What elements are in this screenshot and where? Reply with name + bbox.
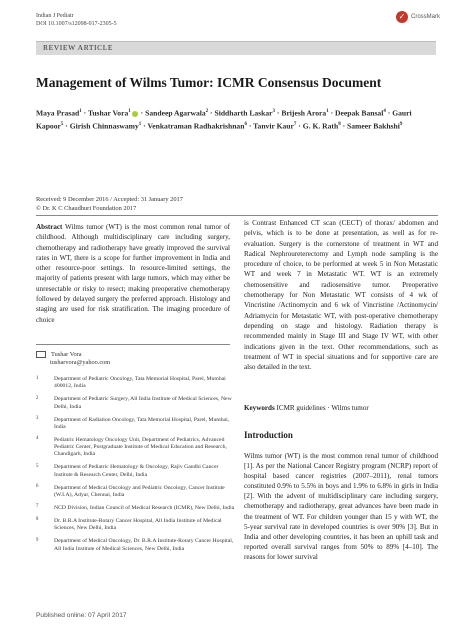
author-affiliation-number: 1 [138,121,142,127]
corr-name: Tushar Vora [51,351,82,358]
affiliation [36,505,236,512]
affiliation-number: 1 [36,375,39,381]
divider [36,344,230,345]
author[interactable]: Deepak Bansal [335,108,384,118]
affiliation-number: 8 [36,517,39,523]
doi[interactable]: DOI 10.1007/s12098-017-2305-5 [36,21,117,27]
author[interactable]: Sameer Bakhshi [347,121,400,131]
divider [36,215,438,216]
affiliation [36,485,236,500]
introduction-text: Wilms tumor (WT) is the most common renal tumor of childhood [1]. As per the National Cancer Registry program (NCRP) report of hospital based cancer registries (2007–2011), renal tumors constituted 0.9% to 5.5% in boys and 1.9% to 6.8% in girls in India [2]. With the advent of multidisciplinary care including surgery, chemotherapy and radiotherapy, great advances have been made in the treatment of WT. For children younger than 15 y with WT, the 5-year survival rate in developed countries is over 90% [3]. But in India and other developing countries, it has been an uphill task and reported overall survival ranges from 50% to 89% [4–10]. The reasons for lower survival [244,452,438,561]
abstract-right: is Contrast Enhanced CT scan (CECT) of thorax/ abdomen and pelvis, which is to be done at presentation, as well as for re-evaluation. Surgery is the cornerstone of treatment in WT and Radical Nephroureterectomy and Lymph node sampling is the procedure of choice, to be performed at week 5 in Non Metastatic WT and week 7 in Metastatic WT. WT is an extremely chemosensitive and radiosensitive tumor. Preoperative chemotherapy for Non Metastatic WT consists of 4 wk of Vincristine /Actinomycin and 6 wk of Vincristine /Actinomycin/ Adriamycin for Metastatic WT, with post-operative chemotherapy depending on stage and histology. Radiation therapy is recommended mainly in Stage III and Stage IV WT, with other indications given in the text. Other recommendations, such as treatment of WT in special situations and for supportive care are also detailed in the text. [244,219,438,372]
abstract-text-left: Wilms tumor (WT) is the most common renal tumor of childhood. Although multidisciplinary care including surgery, chemotherapy and radiotherapy have greatly improved the survival rates in WT, there is a scope for further improvement in India and other resource-poor settings. In resource-limited settings, the majority of patients present with large tumors, which may either be unresectable or risky to resect; making preoperative chemotherapy followed by delayed surgery the preferred approach. Histology and staging are used for risk stratification. The imaging procedure of choice [36,223,230,324]
author[interactable]: Sandeep Agarwala [145,108,206,118]
affiliation [36,396,236,411]
author[interactable]: Tushar Vora [87,108,129,118]
abstract-left [36,222,230,325]
affiliation-list [36,376,236,559]
author-affiliation-number: 1 [79,109,82,114]
article-dates [36,196,183,213]
affiliation-text: Department of Medical Oncology, Dr. B.R.A Institute-Rotary Cancer Hospital, All India Institute of Medical Sciences, New Delhi, India [54,538,234,552]
affiliation-number: 7 [36,504,39,510]
crossmark-icon: ✓ [396,11,408,23]
author[interactable]: Venkatraman Radhakrishnan [147,121,245,131]
affiliation-number: 3 [36,416,39,422]
affiliation-text: Dr. B.R.A Institute-Rotary Cancer Hospital, All India Institute of Medical Sciences, New Delhi, India [54,517,222,532]
author[interactable]: Tanvir Kaur [253,121,294,131]
affiliation-number: 2 [36,395,39,401]
affiliation-text: Department of Radiation Oncology, Tata Memorial Hospital, Parel, Mumbai, India [54,416,230,430]
envelope-icon [36,351,46,358]
author[interactable]: Siddharth Laskar [214,108,273,118]
author-affiliation-number: 6 [244,121,247,127]
affiliation-number: 4 [36,436,39,442]
affiliation-text: Department of Medical Oncology and Pediatric Oncology, Cancer Institute (W.I.A), Adyar, Chennai, India [54,484,225,498]
author[interactable]: Maya Prasad [36,108,80,118]
keywords-text: ICMR guidelines · Wilms tumor [276,404,369,412]
article-type-band [36,41,436,55]
footer: Published online: 07 April 2017 [36,612,127,619]
affiliation-number: 5 [36,463,39,469]
received-accepted: Received: 9 December 2016 / Accepted: 31 January 2017 [36,196,183,203]
author-affiliation-number: 3 [272,109,276,114]
keywords [244,404,369,412]
author-affiliation-number: 1 [326,109,329,114]
author-affiliation-number: 4 [383,109,386,114]
correspondence [36,351,110,367]
affiliation-number: 6 [36,484,39,490]
author-affiliation-number: 5 [60,121,64,127]
affiliation [36,376,236,391]
affiliation [36,538,236,553]
section-heading: Introduction [244,430,293,440]
author[interactable]: Brijesh Arora [281,108,327,118]
affiliation-text: Pediatric Hematology Oncology Unit, Department of Pediatrics, Advanced Pediatric Center, Postgraduate Institute of Medical Education and Research, Chandigarh, India [54,436,227,458]
keywords-label: Keywords [244,404,275,412]
affiliation-text: NCD Division, Indian Council of Medical Research (ICMR), New Delhi, India [54,504,235,511]
crossmark-logo[interactable] [396,11,440,23]
journal-header [36,12,117,28]
author-affiliation-number: 9 [399,121,403,127]
author-affiliation-number: 8 [338,121,341,127]
author-affiliation-number: 7 [293,121,297,127]
affiliation-number: 9 [36,537,39,543]
journal-name: Indian J Pediatr [36,13,74,19]
article-type: REVIEW ARTICLE [43,43,114,52]
affiliation [36,417,236,432]
affiliation [36,437,236,459]
author-affiliation-number: 2 [205,109,209,114]
author[interactable]: Gauri Kapoor [36,108,412,131]
affiliation [36,518,236,533]
author-affiliation-number: 1 [128,109,131,114]
affiliation-text: Department of Pediatric Hematology & Oncology, Rajiv Gandhi Cancer Institute & Research Center, Delhi, India [54,464,219,478]
affiliation-text: Department of Pediatric Surgery, All India Institute of Medical Sciences, New Delhi, India [54,396,232,410]
affiliation [36,464,236,479]
author[interactable]: G. K. Rath [302,121,339,131]
abstract-label: Abstract [36,223,63,231]
crossmark-label: CrossMark [411,14,441,20]
orcid-icon[interactable] [132,111,138,117]
author-list: Maya Prasad$^1$ · Tushar Vora$^1$ · Sandeep Agarwala$^2$ · Siddharth Laskar$^3$ · Brijesh Arora$^1$ · Deepak Bansal$^4$ · Gauri Kapoor$^5$ · Girish Chinnaswamy$^1$ · Venkatraman Radhakrishnan$^6$ · Tanvir Kaur$^7$ · G. K. Rath$^8$ · Sameer Bakhshi$^9$ [36,108,412,131]
author[interactable]: Girish Chinnaswamy [69,121,139,131]
corr-email[interactable]: tusharvora@yahoo.com [50,359,111,366]
article-title: Management of Wilms Tumor: ICMR Consensus Document [36,75,382,90]
affiliation-text: Department of Pediatric Oncology, Tata Memorial Hospital, Parel, Mumbai 400012, India [54,376,226,390]
copyright: © Dr. K C Chaudhuri Foundation 2017 [36,204,137,212]
